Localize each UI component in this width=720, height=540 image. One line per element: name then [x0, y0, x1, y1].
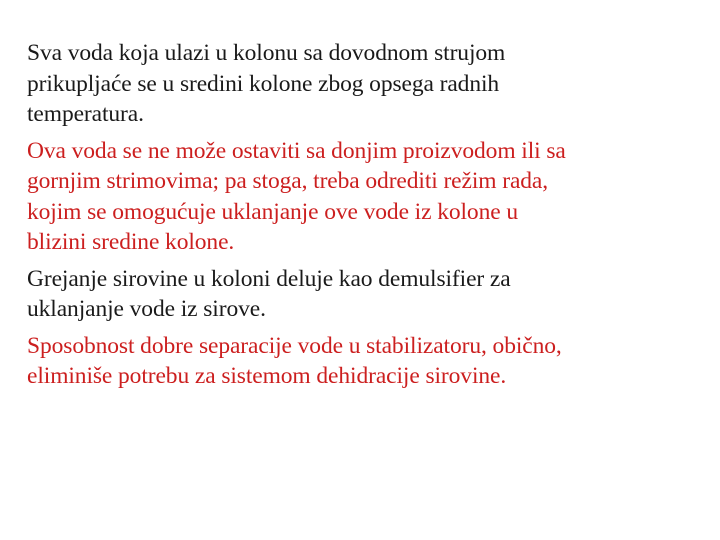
paragraph-stabilizer-separation: Sposobnost dobre separacije vode u stabilizatoru, obično, eliminiše potrebu za sistemom dehidracije sirovine. — [27, 332, 562, 389]
slide-body-text — [27, 38, 699, 398]
paragraph-water-collection: Sva voda koja ulazi u kolonu sa dovodnom strujom prikupljaće se u sredini kolone zbog opsega radnih temperatura. — [27, 40, 506, 127]
paragraph-feed-heating: Grejanje sirovine u koloni deluje kao demulsifier za uklanjanje vode iz sirove. — [27, 265, 511, 322]
paragraph-operating-mode: Ova voda se ne može ostaviti sa donjim proizvodom ili sa gornjim strimovima; pa stoga, treba odrediti režim rada, kojim se omogućuje uklanjanje ove vode iz kolone u blizini sredine kolone. — [27, 137, 566, 255]
